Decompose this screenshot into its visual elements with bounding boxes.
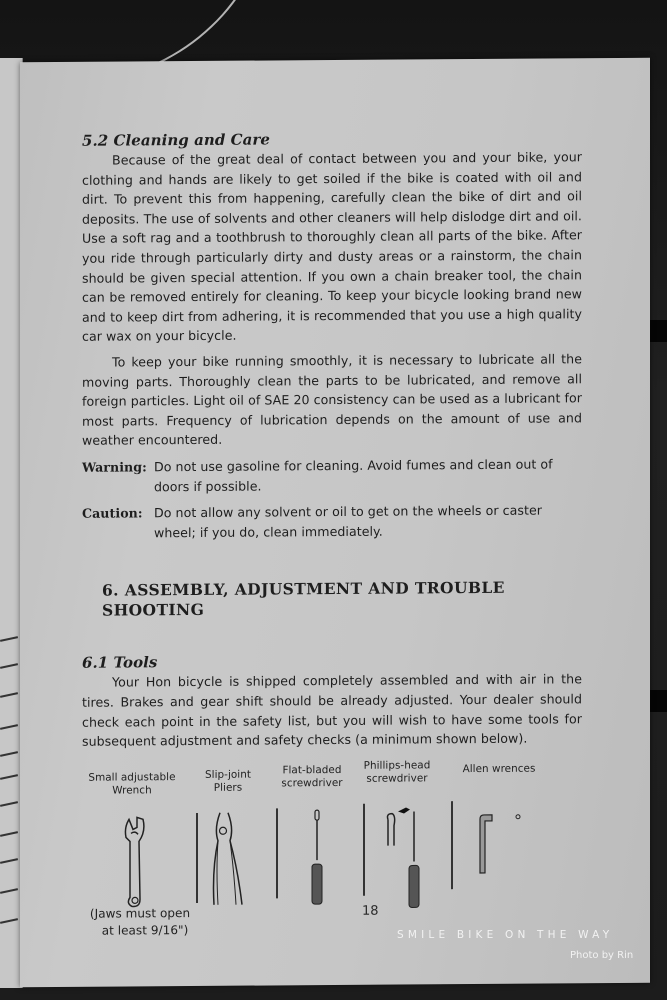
lubrication-paragraph: To keep your bike running smoothly, it is necessary to lubricate all the moving parts. Thoroughly clean the parts to be lubricated, and remove all foreign particles. Light oil of SAE 20 consistency can be used as a lubricant for most parts. Frequency of lubrication depends on the amount of use and weather encountered. xyxy=(82,351,582,449)
tools-paragraph: Your Hon bicycle is shipped completely assembled and with air in the tires. Brakes and gear shift should be already adjusted. Your dealer should check each point in the safety list, but you will wish to have some tools for subsequent adjustment and safety checks (a minimum shown below). xyxy=(82,671,582,750)
tool-label: Flat-bladed screwdriver xyxy=(281,763,343,790)
flat-screwdriver-icon xyxy=(310,808,324,908)
warning-text: Do not use gasoline for cleaning. Avoid fumes and clean out of doors if possible. xyxy=(154,456,553,494)
tool-label: Slip-joint Pliers xyxy=(204,768,251,794)
adjustable-wrench-icon xyxy=(120,813,150,909)
tool-divider xyxy=(451,801,453,889)
cleaning-paragraph: Because of the great deal of contact between you and your bike, your clothing and hands are likely to get soiled if the bike is coated with oil and dirt. To prevent this from happening, carefully clean the bike of dirt and oil deposits. The use of solvents and other cleaners will help dislodge dirt and oil. Use a soft rag and a toothbrush to thoroughly clean all parts of the bike. After you ride through particularly dirty and dusty areas or a rainstorm, the chain should be given special attention. If you own a chain breaker tool, the chain can be removed entirely for cleaning. To keep your bicycle looking brand new and to keep dirt from adhering, it is recommended that you use a high quality car wax on your bicycle. xyxy=(82,149,582,345)
tool-label: Allen wrences xyxy=(462,762,536,775)
caution-label: Caution: xyxy=(82,505,143,521)
tool-divider xyxy=(196,813,198,903)
phillips-screwdriver-icon xyxy=(382,805,430,909)
watermark-title: SMILE BIKE ON THE WAY xyxy=(397,929,614,941)
tool-label: Phillips-head screwdriver xyxy=(363,759,431,785)
caution-note xyxy=(82,500,582,543)
section-heading-tools: 6.1 Tools xyxy=(82,653,158,673)
manual-page xyxy=(20,58,650,987)
page-content xyxy=(82,128,582,948)
warning-note xyxy=(82,454,582,497)
page-number: 18 xyxy=(362,903,379,919)
tools-illustration xyxy=(82,760,582,948)
tool-divider xyxy=(363,804,365,896)
chapter-heading: 6. ASSEMBLY, ADJUSTMENT AND TROUBLE SHOOTING xyxy=(102,578,505,620)
watermark-credit: Photo by Rin xyxy=(570,950,634,961)
pliers-icon xyxy=(208,808,248,908)
caution-text: Do not allow any solvent or oil to get on the wheels or caster wheel; if you do, clean immediately. xyxy=(154,502,542,540)
section-heading-cleaning: 5.2 Cleaning and Care xyxy=(82,130,270,150)
wrench-note: (Jaws must open at least 9/16") xyxy=(89,905,191,938)
tool-label: Small adjustable Wrench xyxy=(88,770,176,797)
warning-label: Warning: xyxy=(82,459,147,475)
tool-divider xyxy=(276,808,278,898)
allen-wrench-icon xyxy=(474,813,526,881)
